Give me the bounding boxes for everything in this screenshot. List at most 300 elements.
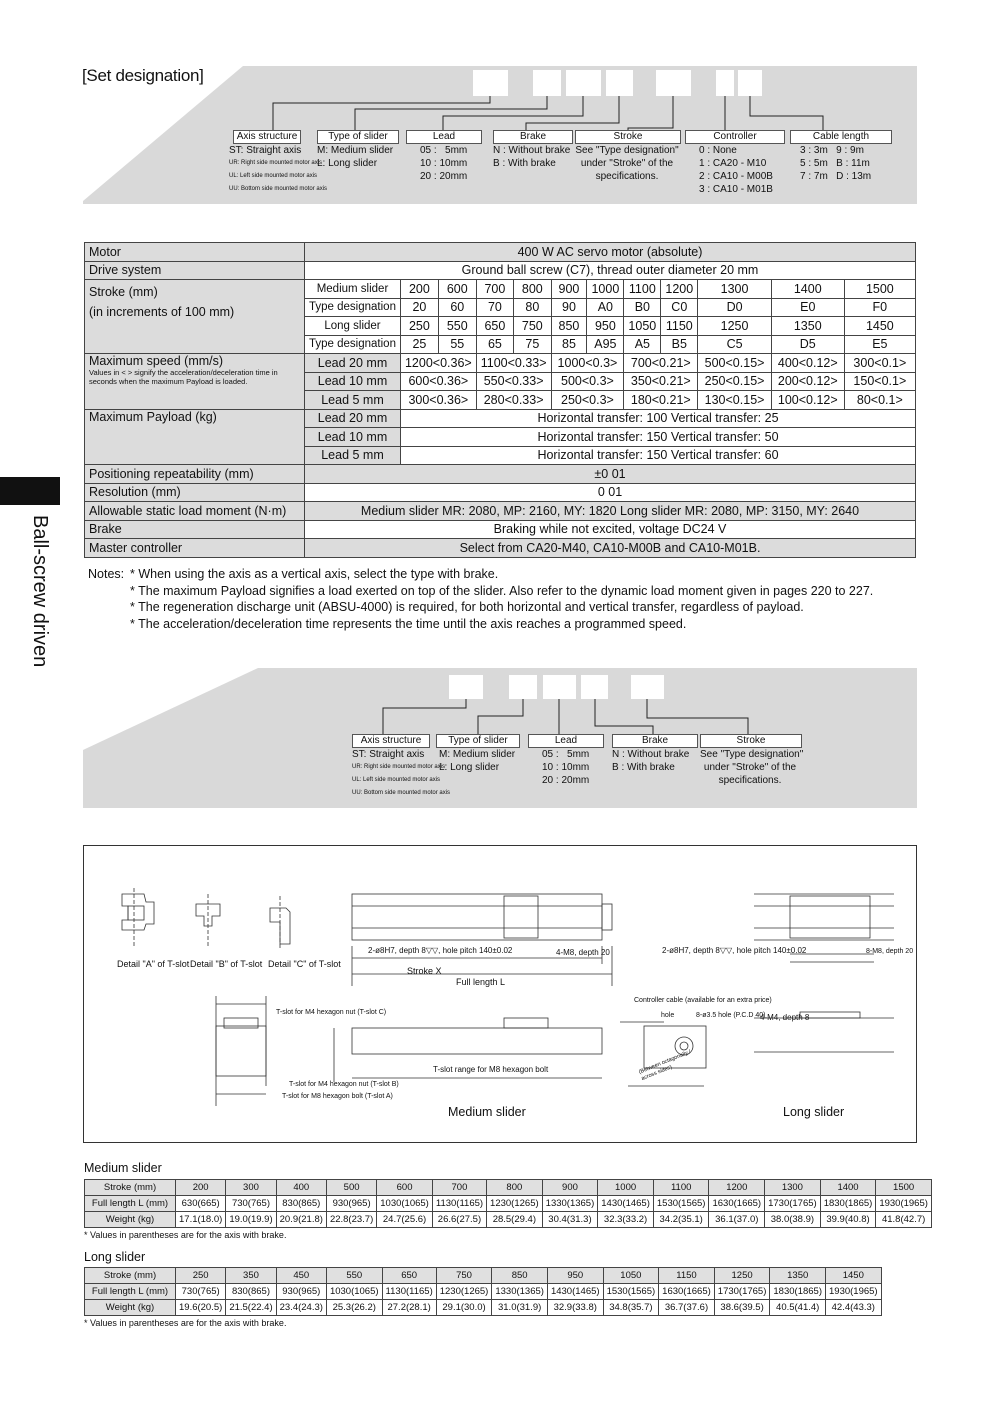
hole-note-long: 2-ø8H7, depth 8▽▽, hole pitch 140±0.02 [662,946,807,955]
dim-cell-weight: 34.2(35.1) [653,1212,709,1228]
dimension-drawing [84,846,914,1140]
speed-cell: 600<0.36> [400,372,476,391]
stroke-row-label: Medium slider [305,280,401,299]
stroke-cell: 25 [400,335,438,354]
stroke-cell: 1400 [771,280,844,299]
dim-cell-stroke: 1150 [659,1268,715,1284]
tslot-a-label: T-slot for M8 hexagon bolt (T-slot A) [282,1093,393,1100]
moment-label: Allowable static load moment (N·m) [85,502,305,521]
medium-table-caption: Medium slider [84,1161,162,1175]
spec-row-moment [85,502,916,521]
dim-cell-stroke: 900 [542,1180,598,1196]
dim-cell-weight: 30.4(31.3) [542,1212,598,1228]
stroke-cell: A0 [587,298,624,317]
dim-label-stroke: Stroke (mm) [85,1268,176,1284]
speed-cell: 350<0.21> [624,372,698,391]
hole-label: hole [661,1012,675,1019]
payload-lead: Lead 5 mm [305,446,401,465]
note-item: * The acceleration/deceleration time represents the time until the axis reaches a programmed speed. [130,616,687,631]
spec-row-brake [85,520,916,539]
dim-row-weight [85,1300,882,1316]
dim-cell-length: 1830(1865) [820,1196,876,1212]
hole-note-medium: 2-ø8H7, depth 8▽▽, hole pitch 140±0.02 [368,946,513,955]
designation-option: specifications. [718,775,782,786]
notes-block [88,566,873,632]
stroke-cell: 850 [551,317,587,336]
designation-category-body [420,144,467,183]
speed-label-title: Maximum speed (mm/s) [89,354,224,368]
designation-category-head: Axis structure [233,130,301,144]
dim-cell-stroke: 450 [276,1268,326,1284]
payload-value: Horizontal transfer: 150 Vertical transfer: 60 [400,446,915,465]
designation-category-body [229,144,327,196]
motor-value: 400 W AC servo motor (absolute) [305,243,916,262]
designation-category-body [493,144,570,170]
speed-cell: 80<0.1> [844,391,915,410]
speed-lead: Lead 10 mm [305,372,401,391]
spec-table [84,242,916,558]
stroke-cell: 75 [514,335,551,354]
dim-cell-stroke: 1450 [826,1268,882,1284]
dim-cell-length: 1230(1265) [436,1284,492,1300]
designation-category-head: Lead [528,734,604,748]
designation-option: N : Without brake [612,749,690,760]
dim-cell-stroke: 400 [276,1180,326,1196]
payload-label: Maximum Payload (kg) [85,409,305,465]
payload-lead: Lead 10 mm [305,428,401,447]
stroke-cell: 700 [476,280,513,299]
designation-category-head: Type of slider [436,734,520,748]
designation-option: 7 : 7m D : 13m [800,171,872,182]
medium-slider-caption: Medium slider [448,1105,526,1119]
designation-category-head: Cable length [790,130,892,144]
dim-cell-stroke: 300 [226,1180,276,1196]
dim-cell-stroke: 700 [432,1180,486,1196]
dim-row-length [85,1196,932,1212]
designation-option: under "Stroke" of the [703,762,797,773]
dim-row-stroke [85,1268,882,1284]
speed-cell: 280<0.33> [476,391,551,410]
dim-cell-stroke: 1250 [714,1268,770,1284]
section-side-label: Ball-screw driven [29,515,51,668]
designation-option: B : With brake [612,762,675,773]
dim-cell-length: 830(865) [276,1196,326,1212]
dim-label-weight: Weight (kg) [85,1212,176,1228]
note-item: * When using the axis as a vertical axis, select the type with brake. [130,567,499,581]
stroke-row-label: Type designation [305,298,401,317]
stroke-label-line: (in increments of 100 mm) [89,305,235,319]
dim-label-length: Full length L (mm) [85,1284,176,1300]
dim-cell-stroke: 500 [326,1180,376,1196]
stroke-cell: B0 [624,298,661,317]
designation-option: See "Type designation" [700,749,804,760]
stroke-cell: 65 [476,335,513,354]
designation-category-body [699,144,773,196]
designation-option: N : Without brake [493,145,571,156]
dim-cell-stroke: 1500 [876,1180,932,1196]
stroke-cell: A95 [587,335,624,354]
designation-option: See "Type designation" [575,145,679,156]
tslot-detail-a-icon [122,894,154,930]
dim-row-length [85,1284,882,1300]
master-value: Select from CA20-M40, CA10-M00B and CA10-M01B. [305,539,916,558]
designation-category-head: Axis structure [352,734,430,748]
speed-cell: 300<0.1> [844,354,915,373]
speed-cell: 400<0.12> [771,354,844,373]
dim-cell-length: 1230(1265) [487,1196,543,1212]
long-table-note: * Values in parentheses are for the axis with brake. [84,1318,287,1328]
speed-label [85,354,305,410]
spec-row-motor [85,243,916,262]
actuator-top-view [352,894,602,940]
speed-cell: 100<0.12> [771,391,844,410]
stroke-cell: C5 [698,335,772,354]
designation-option: 20 : 20mm [420,171,468,182]
speed-cell: 1100<0.33> [476,354,551,373]
stroke-cell: 650 [476,317,513,336]
repeatability-value: ±0 01 [305,465,916,484]
resolution-label: Resolution (mm) [85,483,305,502]
dim-cell-weight: 24.7(25.6) [377,1212,433,1228]
speed-cell: 700<0.21> [624,354,698,373]
stroke-cell: 1500 [844,280,915,299]
speed-cell: 130<0.15> [698,391,772,410]
stroke-cell: 1000 [587,280,624,299]
stroke-cell: 900 [551,280,587,299]
dim-cell-length: 1830(1865) [770,1284,826,1300]
pcd-note: 8-ø3.5 hole (P.C.D 40) [696,1012,766,1019]
m8-note-medium: 4-M8, depth 20 [556,948,610,957]
designation-category-head: Brake [612,734,698,748]
medium-slider-table [84,1179,932,1228]
designation-option-small: UU: Bottom side mounted motor axis [352,790,451,796]
dim-cell-weight: 19.0(19.9) [226,1212,276,1228]
resolution-value: 0 01 [305,483,916,502]
drive-value: Ground ball screw (C7), thread outer diameter 20 mm [305,261,916,280]
spec-row-resolution [85,483,916,502]
dim-cell-weight: 31.0(31.9) [492,1300,548,1316]
designation-option: L: Long slider [439,762,500,773]
designation-category-head: Stroke [700,734,802,748]
designation-option: 20 : 20mm [542,775,590,786]
dim-cell-length: 1330(1365) [542,1196,598,1212]
designation-option: under "Stroke" of the [580,158,674,169]
dim-cell-stroke: 1400 [820,1180,876,1196]
stroke-cell: 550 [438,317,476,336]
dim-cell-length: 1930(1965) [876,1196,932,1212]
stroke-cell: 90 [551,298,587,317]
stroke-cell: 200 [400,280,438,299]
payload-row [85,409,916,428]
dim-cell-length: 1030(1065) [377,1196,433,1212]
dim-cell-stroke: 250 [176,1268,226,1284]
stroke-cell: 1100 [624,280,661,299]
drive-label: Drive system [85,261,305,280]
dim-cell-length: 1730(1765) [714,1284,770,1300]
speed-row [85,354,916,373]
designation-option: 10 : 10mm [542,762,590,773]
stroke-cell: 600 [438,280,476,299]
long-slider-table [84,1267,882,1316]
designation-category-head: Type of slider [317,130,399,144]
dim-cell-weight: 38.0(38.9) [765,1212,821,1228]
dim-cell-weight: 26.6(27.5) [432,1212,486,1228]
dim-cell-length: 1630(1665) [659,1284,715,1300]
spec-row-repeatability [85,465,916,484]
m8-note-long: 8-M8, depth 20 [866,948,914,955]
stroke-label [85,280,305,354]
dim-cell-weight: 32.9(33.8) [547,1300,603,1316]
stroke-cell: 55 [438,335,476,354]
detail-b-label: Detail "B" of T-slot [190,959,263,969]
tslot-range-label: T-slot range for M8 hexagon bolt [433,1065,549,1074]
brake-label: Brake [85,520,305,539]
dim-cell-weight: 34.8(35.7) [603,1300,659,1316]
notes-prefix: Notes: [88,567,125,581]
dim-cell-length: 1730(1765) [765,1196,821,1212]
designation-option: 2 : CA10 - M00B [699,171,773,182]
dim-cell-weight: 27.2(28.1) [382,1300,436,1316]
dim-cell-length: 730(765) [176,1284,226,1300]
payload-lead: Lead 20 mm [305,409,401,428]
stroke-cell: 1300 [698,280,772,299]
detail-c-label: Detail "C" of T-slot [268,959,341,969]
designation-category-head: Controller [685,130,785,144]
stroke-cell: E0 [771,298,844,317]
dim-cell-length: 1430(1465) [547,1284,603,1300]
designation-category-body [542,748,589,787]
stroke-cell: C0 [661,298,698,317]
notes-list [130,566,873,632]
detail-a-label: Detail "A" of T-slot [117,959,190,969]
stroke-cell: D5 [771,335,844,354]
stroke-cell: 60 [438,298,476,317]
between-note: (Between octagonally / across sides) [638,1049,692,1083]
designation-option: 05 : 5mm [542,749,590,760]
dim-cell-weight: 23.4(24.3) [276,1300,326,1316]
note-item: * The regeneration discharge unit (ABSU-4000) is required, for both horizontal and vertical transfer, regardless of payload. [130,600,804,614]
designation-category-body [352,748,450,800]
designation-option: ST: Straight axis [352,749,425,760]
stroke-cell: 1350 [771,317,844,336]
speed-cell: 550<0.33> [476,372,551,391]
dim-cell-weight: 36.1(37.0) [709,1212,765,1228]
tslot-b-label: T-slot for M4 hexagon nut (T-slot B) [289,1081,399,1088]
dim-cell-weight: 42.4(43.3) [826,1300,882,1316]
full-length-label: Full length L [456,977,506,987]
designation-option: 0 : None [699,145,737,156]
end-view [216,1026,266,1076]
stroke-row [85,280,916,299]
designation-category-body [317,144,393,170]
stroke-cell: D0 [698,298,772,317]
dim-cell-stroke: 550 [326,1268,382,1284]
spec-row-master [85,539,916,558]
dim-cell-stroke: 850 [492,1268,548,1284]
dim-cell-weight: 25.3(26.2) [326,1300,382,1316]
designation-category-head: Brake [493,130,573,144]
speed-cell: 1000<0.3> [551,354,624,373]
dim-cell-length: 830(865) [226,1284,276,1300]
designation-option: M: Medium slider [317,145,394,156]
speed-cell: 1200<0.36> [400,354,476,373]
speed-cell: 150<0.1> [844,372,915,391]
designation-option-small: UR: Right side mounted motor axis [352,764,446,770]
medium-table-note: * Values in parentheses are for the axis with brake. [84,1230,287,1240]
dim-cell-stroke: 1200 [709,1180,765,1196]
speed-note: seconds when the maximum Payload is loaded. [89,377,248,386]
stroke-cell: 80 [514,298,551,317]
dim-cell-weight: 21.5(22.4) [226,1300,276,1316]
dim-cell-stroke: 1350 [770,1268,826,1284]
dim-cell-stroke: 950 [547,1268,603,1284]
dim-cell-weight: 17.1(18.0) [176,1212,226,1228]
designation-category-body [800,144,871,183]
motor-label: Motor [85,243,305,262]
stroke-cell: 70 [476,298,513,317]
stroke-cell: 750 [514,317,551,336]
speed-lead: Lead 5 mm [305,391,401,410]
speed-cell: 250<0.3> [551,391,624,410]
stroke-cell: 20 [400,298,438,317]
designation-option-small: UU: Bottom side mounted motor axis [229,186,328,192]
designation-option: 3 : CA10 - M01B [699,184,773,195]
speed-cell: 180<0.21> [624,391,698,410]
dim-cell-length: 1630(1665) [709,1196,765,1212]
designation-option: 10 : 10mm [420,158,468,169]
dim-cell-weight: 20.9(21.8) [276,1212,326,1228]
designation-option: 05 : 5mm [420,145,468,156]
dim-cell-weight: 41.8(42.7) [876,1212,932,1228]
payload-rows [85,409,916,465]
dim-cell-weight: 39.9(40.8) [820,1212,876,1228]
dim-cell-weight: 22.8(23.7) [326,1212,376,1228]
speed-cell: 300<0.36> [400,391,476,410]
brake-value: Braking while not excited, voltage DC24 V [305,520,916,539]
cable-note: Controller cable (available for an extra price) [634,997,772,1004]
dim-cell-weight: 38.6(39.5) [714,1300,770,1316]
designation-category-body [700,748,804,787]
dim-cell-stroke: 200 [176,1180,226,1196]
dim-cell-length: 1030(1065) [326,1284,382,1300]
stroke-cell: 85 [551,335,587,354]
dim-cell-length: 1530(1565) [653,1196,709,1212]
designation-category-body [612,748,689,774]
stroke-x-label: Stroke X [407,966,442,976]
designation-option: B : With brake [493,158,556,169]
stroke-row-label: Long slider [305,317,401,336]
dim-cell-length: 1430(1465) [598,1196,654,1212]
speed-lead: Lead 20 mm [305,354,401,373]
designation-category-body [439,748,515,774]
dim-cell-length: 630(665) [176,1196,226,1212]
dim-label-length: Full length L (mm) [85,1196,176,1212]
speed-cell: 200<0.12> [771,372,844,391]
dim-cell-length: 930(965) [276,1284,326,1300]
speed-cell: 500<0.3> [551,372,624,391]
dim-cell-stroke: 1000 [598,1180,654,1196]
dim-cell-stroke: 1100 [653,1180,709,1196]
designation-option: 1 : CA20 - M10 [699,158,767,169]
speed-cell: 250<0.15> [698,372,772,391]
moment-value: Medium slider MR: 2080, MP: 2160, MY: 1820 Long slider MR: 2080, MP: 3150, MY: 2640 [305,502,916,521]
dim-cell-weight: 36.7(37.6) [659,1300,715,1316]
dim-label-stroke: Stroke (mm) [85,1180,176,1196]
page-title: [Set designation] [82,66,204,85]
note-item: * The maximum Payload signifies a load exerted on top of the slider. Also refer to the dynamic load moment given in pages 220 to 227. [130,583,874,598]
long-table-caption: Long slider [84,1250,146,1264]
stroke-cell: 1250 [698,317,772,336]
dim-cell-length: 1530(1565) [603,1284,659,1300]
dim-cell-stroke: 1300 [765,1180,821,1196]
stroke-cell: 1050 [624,317,661,336]
designation-option-small: UL: Left side mounted motor axis [229,173,318,179]
actuator-side-view [352,1028,602,1054]
stroke-cell: A5 [624,335,661,354]
designation-category-body [575,144,679,183]
designation-category-head: Lead [406,130,482,144]
dim-cell-weight: 29.1(30.0) [436,1300,492,1316]
stroke-cell: 250 [400,317,438,336]
dim-row-weight [85,1212,932,1228]
dim-cell-weight: 19.6(20.5) [176,1300,226,1316]
designation-option-small: UR: Right side mounted motor axis [229,160,323,166]
dim-cell-stroke: 800 [487,1180,543,1196]
stroke-cell: 1150 [661,317,698,336]
dim-cell-length: 930(965) [326,1196,376,1212]
stroke-rows [85,280,916,354]
stroke-cell: 950 [587,317,624,336]
designation-option: specifications. [595,171,659,182]
dim-cell-length: 1330(1365) [492,1284,548,1300]
payload-value: Horizontal transfer: 150 Vertical transfer: 50 [400,428,915,447]
designation-option: ST: Straight axis [229,145,302,156]
designation-option: L: Long slider [317,158,378,169]
payload-value: Horizontal transfer: 100 Vertical transfer: 25 [400,409,915,428]
dim-cell-weight: 28.5(29.4) [487,1212,543,1228]
dim-cell-stroke: 1050 [603,1268,659,1284]
dim-cell-weight: 32.3(33.2) [598,1212,654,1228]
speed-note: Values in < > signify the acceleration/deceleration time in [89,368,278,377]
section-tab-marker [0,477,60,505]
dim-row-stroke [85,1180,932,1196]
dim-cell-length: 730(765) [226,1196,276,1212]
dim-label-weight: Weight (kg) [85,1300,176,1316]
dim-cell-stroke: 350 [226,1268,276,1284]
stroke-cell: 1200 [661,280,698,299]
dim-cell-stroke: 600 [377,1180,433,1196]
stroke-row-label: Type designation [305,335,401,354]
dim-cell-length: 1130(1165) [382,1284,436,1300]
dim-cell-length: 1930(1965) [826,1284,882,1300]
m4-note: 4-M4, depth 8 [760,1013,810,1022]
stroke-cell: 800 [514,280,551,299]
stroke-cell: 1450 [844,317,915,336]
designation-option: 3 : 3m 9 : 9m [800,145,864,156]
tslot-c-label: T-slot for M4 hexagon nut (T-slot C) [276,1009,387,1016]
spec-row-drive [85,261,916,280]
stroke-label-line: Stroke (mm) [89,285,158,299]
stroke-cell: E5 [844,335,915,354]
long-slider-caption: Long slider [783,1105,845,1119]
designation-category-head: Stroke [575,130,681,144]
dim-cell-weight: 40.5(41.4) [770,1300,826,1316]
dim-cell-length: 1130(1165) [432,1196,486,1212]
master-label: Master controller [85,539,305,558]
dim-cell-stroke: 650 [382,1268,436,1284]
stroke-cell: B5 [661,335,698,354]
repeatability-label: Positioning repeatability (mm) [85,465,305,484]
